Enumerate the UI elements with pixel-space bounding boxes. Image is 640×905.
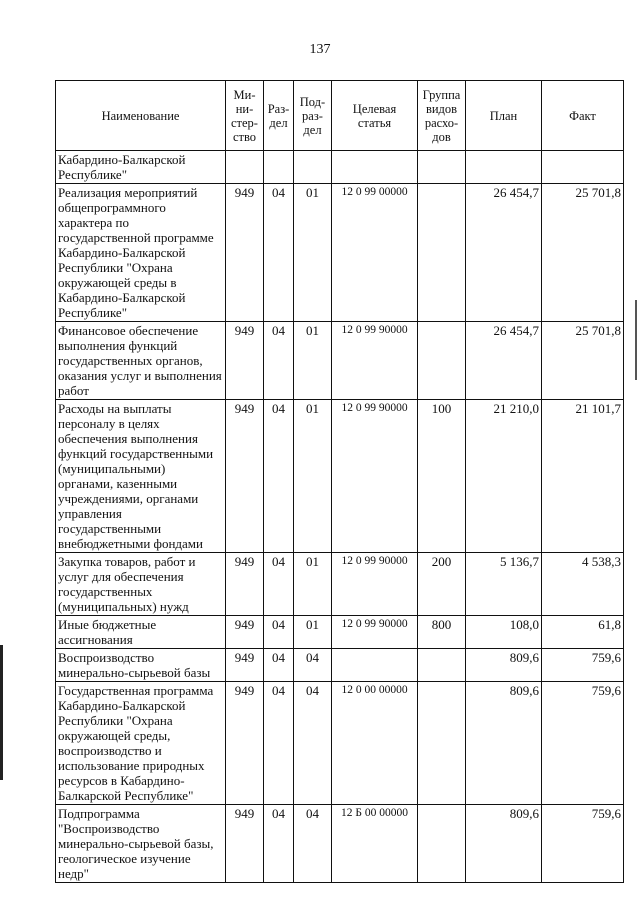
cell-ministry: 949: [226, 682, 264, 805]
cell-group: 200: [418, 553, 466, 616]
cell-fact: 4 538,3: [542, 553, 624, 616]
cell-ministry: 949: [226, 616, 264, 649]
cell-target: 12 0 99 00000: [332, 184, 418, 322]
cell-subsection: [294, 151, 332, 184]
cell-subsection: 04: [294, 682, 332, 805]
scan-edge-mark: [635, 300, 637, 380]
cell-subsection: 04: [294, 805, 332, 883]
col-header-group: [418, 81, 466, 151]
cell-section: 04: [264, 553, 294, 616]
table-row: [56, 400, 624, 553]
cell-fact: 61,8: [542, 616, 624, 649]
cell-ministry: 949: [226, 553, 264, 616]
col-header-ministry: [226, 81, 264, 151]
table-row: [56, 616, 624, 649]
cell-name: Иные бюджетные ассигнования: [56, 616, 226, 649]
cell-name: Расходы на выплаты персоналу в целях обеспечения выполнения функций государственными (муниципальными) органами, казенными учреждениями, органами управления государственными внебюджетными фондами: [56, 400, 226, 553]
table-row: [56, 649, 624, 682]
cell-name: Реализация мероприятий общепрограммного характера по государственной программе Кабардино-Балкарской Республики "Охрана окружающей среды в Кабардино-Балкарской Республике": [56, 184, 226, 322]
cell-subsection: 04: [294, 649, 332, 682]
cell-subsection: 01: [294, 400, 332, 553]
cell-target: [332, 151, 418, 184]
cell-subsection: 01: [294, 553, 332, 616]
scan-edge-mark: [0, 645, 3, 780]
col-header-section-text: Раз- дел: [267, 101, 290, 130]
cell-fact: 25 701,8: [542, 322, 624, 400]
cell-plan: 26 454,7: [466, 184, 542, 322]
col-header-fact: Факт: [542, 81, 624, 151]
cell-name: Кабардино-Балкарской Республике": [56, 151, 226, 184]
cell-section: 04: [264, 805, 294, 883]
cell-group: [418, 805, 466, 883]
cell-name: Воспроизводство минерально-сырьевой базы: [56, 649, 226, 682]
cell-ministry: 949: [226, 400, 264, 553]
cell-section: 04: [264, 682, 294, 805]
cell-name: Государственная программа Кабардино-Балкарской Республики "Охрана окружающей среды, воспроизводство и использование природных ресурсов в Кабардино-Балкарской Республике": [56, 682, 226, 805]
cell-plan: 26 454,7: [466, 322, 542, 400]
cell-ministry: [226, 151, 264, 184]
table-header-row: [56, 81, 624, 151]
table-row: [56, 682, 624, 805]
cell-name: Закупка товаров, работ и услуг для обеспечения государственных (муниципальных) нужд: [56, 553, 226, 616]
cell-subsection: 01: [294, 616, 332, 649]
col-header-group-text: Группа видов расхо- дов: [422, 87, 461, 144]
budget-table: [55, 80, 624, 883]
cell-group: [418, 682, 466, 805]
cell-subsection: 01: [294, 184, 332, 322]
cell-plan: 809,6: [466, 649, 542, 682]
cell-target: 12 0 99 90000: [332, 616, 418, 649]
cell-fact: 21 101,7: [542, 400, 624, 553]
col-header-target: [332, 81, 418, 151]
cell-target: 12 0 99 90000: [332, 322, 418, 400]
cell-section: 04: [264, 400, 294, 553]
cell-plan: 21 210,0: [466, 400, 542, 553]
cell-plan: 5 136,7: [466, 553, 542, 616]
cell-ministry: 949: [226, 649, 264, 682]
cell-group: [418, 151, 466, 184]
cell-target: [332, 649, 418, 682]
table-row: [56, 553, 624, 616]
cell-plan: [466, 151, 542, 184]
col-header-name: Наименование: [56, 81, 226, 151]
cell-plan: 108,0: [466, 616, 542, 649]
cell-section: 04: [264, 616, 294, 649]
cell-group: [418, 184, 466, 322]
cell-section: 04: [264, 184, 294, 322]
cell-target: 12 0 99 90000: [332, 400, 418, 553]
cell-group: [418, 649, 466, 682]
cell-subsection: 01: [294, 322, 332, 400]
col-header-plan: План: [466, 81, 542, 151]
page-number: 137: [309, 42, 331, 57]
cell-fact: 759,6: [542, 682, 624, 805]
cell-target: 12 0 99 90000: [332, 553, 418, 616]
cell-group: 100: [418, 400, 466, 553]
cell-plan: 809,6: [466, 805, 542, 883]
col-header-subsection: [294, 81, 332, 151]
col-header-ministry-text: Ми- ни- стер- ство: [231, 87, 258, 144]
cell-fact: 25 701,8: [542, 184, 624, 322]
col-header-subsection-text: Под- раз- дел: [299, 94, 326, 137]
table-row: [56, 151, 624, 184]
table-row: [56, 322, 624, 400]
cell-group: [418, 322, 466, 400]
col-header-target-text: Целевая статья: [352, 101, 397, 130]
cell-fact: 759,6: [542, 649, 624, 682]
cell-section: 04: [264, 322, 294, 400]
cell-section: [264, 151, 294, 184]
cell-fact: 759,6: [542, 805, 624, 883]
table-row: [56, 805, 624, 883]
cell-ministry: 949: [226, 184, 264, 322]
cell-ministry: 949: [226, 805, 264, 883]
cell-target: 12 Б 00 00000: [332, 805, 418, 883]
cell-name: Подпрограмма "Воспроизводство минерально-сырьевой базы, геологическое изучение недр": [56, 805, 226, 883]
cell-name: Финансовое обеспечение выполнения функций государственных органов, оказания услуг и выполнения работ: [56, 322, 226, 400]
cell-fact: [542, 151, 624, 184]
table-row: [56, 184, 624, 322]
cell-plan: 809,6: [466, 682, 542, 805]
cell-target: 12 0 00 00000: [332, 682, 418, 805]
cell-ministry: 949: [226, 322, 264, 400]
cell-section: 04: [264, 649, 294, 682]
col-header-section: [264, 81, 294, 151]
cell-group: 800: [418, 616, 466, 649]
